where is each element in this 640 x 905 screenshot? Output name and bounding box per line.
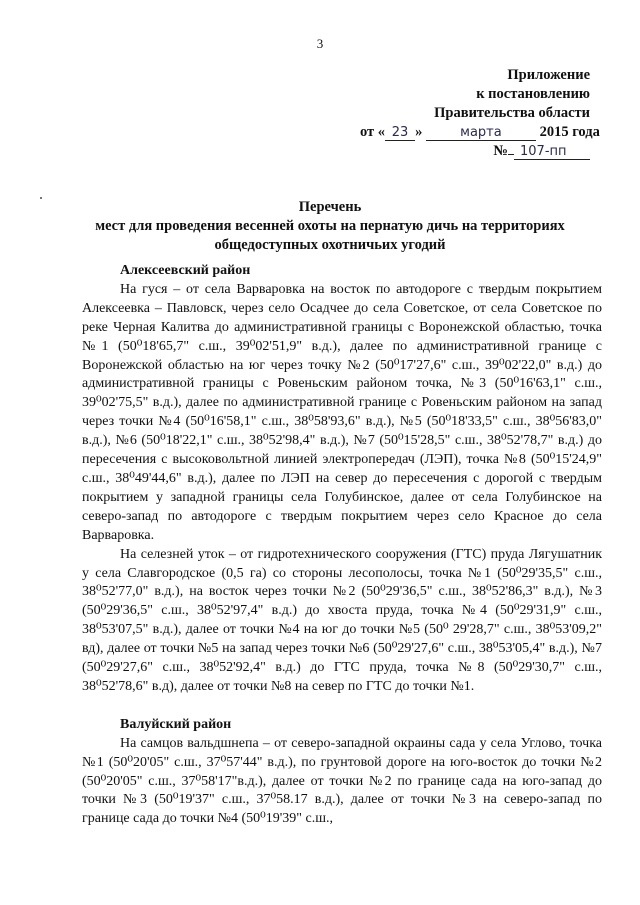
date-mid: » [415,124,423,140]
district-heading-alekseevsky: Алексеевский район [120,263,251,278]
paragraph-ducks: На селезней уток – от гидротехнического сооружения (ГТС) пруда Лягушатник у села Славгородское (0,5 га) со стороны лесополосы, точка №1 (50⁰29'35,5" с.ш., 38⁰52'77,0" в.д.), на восток через точки №2 (50⁰29'36,5" с.ш., 38⁰52'86,3" в.д.), №3 (50⁰29'36,5" с.ш., 38⁰52'97,4" в.д.) до хвоста пруда, точка №4 (50⁰29'31,9" с.ш., 38⁰53'07,5" в.д.), далее от точки №4 на юг до точки №5 (50⁰ 29'28,7" с.ш., 38⁰53'09,2" вд), далее от точки №5 на запад через точки №6 (50⁰29'27,6" с.ш., 38⁰53'05,4" в.д.), №7 (50⁰29'27,6" с.ш., 38⁰52'92,4" в.д.) до ГТС пруда, точка №8 (50⁰29'30,7" с.ш., 38⁰52'78,6" в.д), далее от точки №8 на север по ГТС до точки №1. [82,546,602,694]
appendix-date [360,123,600,142]
number-prefix: № [493,143,508,159]
district-heading-valuysky: Валуйский район [120,716,232,732]
document-body [82,262,602,829]
appendix-line-3: Правительства области [434,105,590,121]
paragraph-geese: На гуся – от села Варваровка на восток по автодороге с твердым покрытием Алексеевка – Павловск, через село Осадчее до села Советское, от села Советское по реке Черная Калитва до административной границы с Воронежской областью, точка №1 (50⁰18'65,7" с.ш., 39⁰02'51,9" в.д.), далее по административной границе с Воронежской областью на юг через точку №2 (50⁰17'27,6" с.ш., 39⁰02'22,0" в.д.) до административной границы с Ровеньским районом точка, №3 (50⁰16'63,1" с.ш., 39⁰02'75,5" в.д.), далее по административной границе с Ровеньским районом на запад через точки №4 (50⁰16'58,1" с.ш., 38⁰58'93,6" в.д.), №5 (50⁰18'33,5" с.ш., 38⁰56'83,0" в.д.), №6 (50⁰18'22,1" с.ш., 38⁰52'98,4" в.д.), №7 (50⁰15'28,5" с.ш., 38⁰52'78,7" в.д.) до пересечения с высоковольтной линией электропередач (ЛЭП), точка №8 (50⁰15'24,9" с.ш., 38⁰49'44,6" в.д.), далее по ЛЭП на север до пересечения с дорогой с твердым покрытием у западной границы села Голубинское, далее от села Голубинское на северо-запад по автодороге с твердым покрытием через село Красное до села Варваровка. [82,281,602,543]
appendix-header [360,66,600,161]
appendix-number [360,142,590,161]
date-year: 2015 года [539,124,600,140]
date-day-handwritten: 23 [385,126,415,141]
document-title [40,198,620,255]
paragraph-woodcock: На самцов вальдшнепа – от северо-западной окраины сада у села Углово, точка №1 (50⁰20'05" с.ш., 37⁰57'44" в.д.), по грунтовой дороге на юго-восток до точки №2 (50⁰20'05" с.ш., 37⁰58'17"в.д.), далее от точки №2 по границе сада на юго-запад до точки №3 (50⁰19'37" с.ш., 37⁰58.17 в.д.), далее от точки №3 на северо-запад по границе сада до точки №4 (50⁰19'39" с.ш., [82,735,602,827]
title-line-2: мест для проведения весенней охоты на пернатую дичь на территориях [95,218,565,234]
appendix-line-2: к постановлению [476,86,590,102]
title-line-3: общедоступных охотничьих угодий [214,237,446,253]
date-prefix: от « [360,124,386,140]
page-number: 3 [316,36,324,51]
title-line-1: Перечень [298,199,362,215]
appendix-line-1: Приложение [507,67,590,83]
number-handwritten: 107-пп [514,145,590,160]
date-month-handwritten: марта [426,126,536,141]
